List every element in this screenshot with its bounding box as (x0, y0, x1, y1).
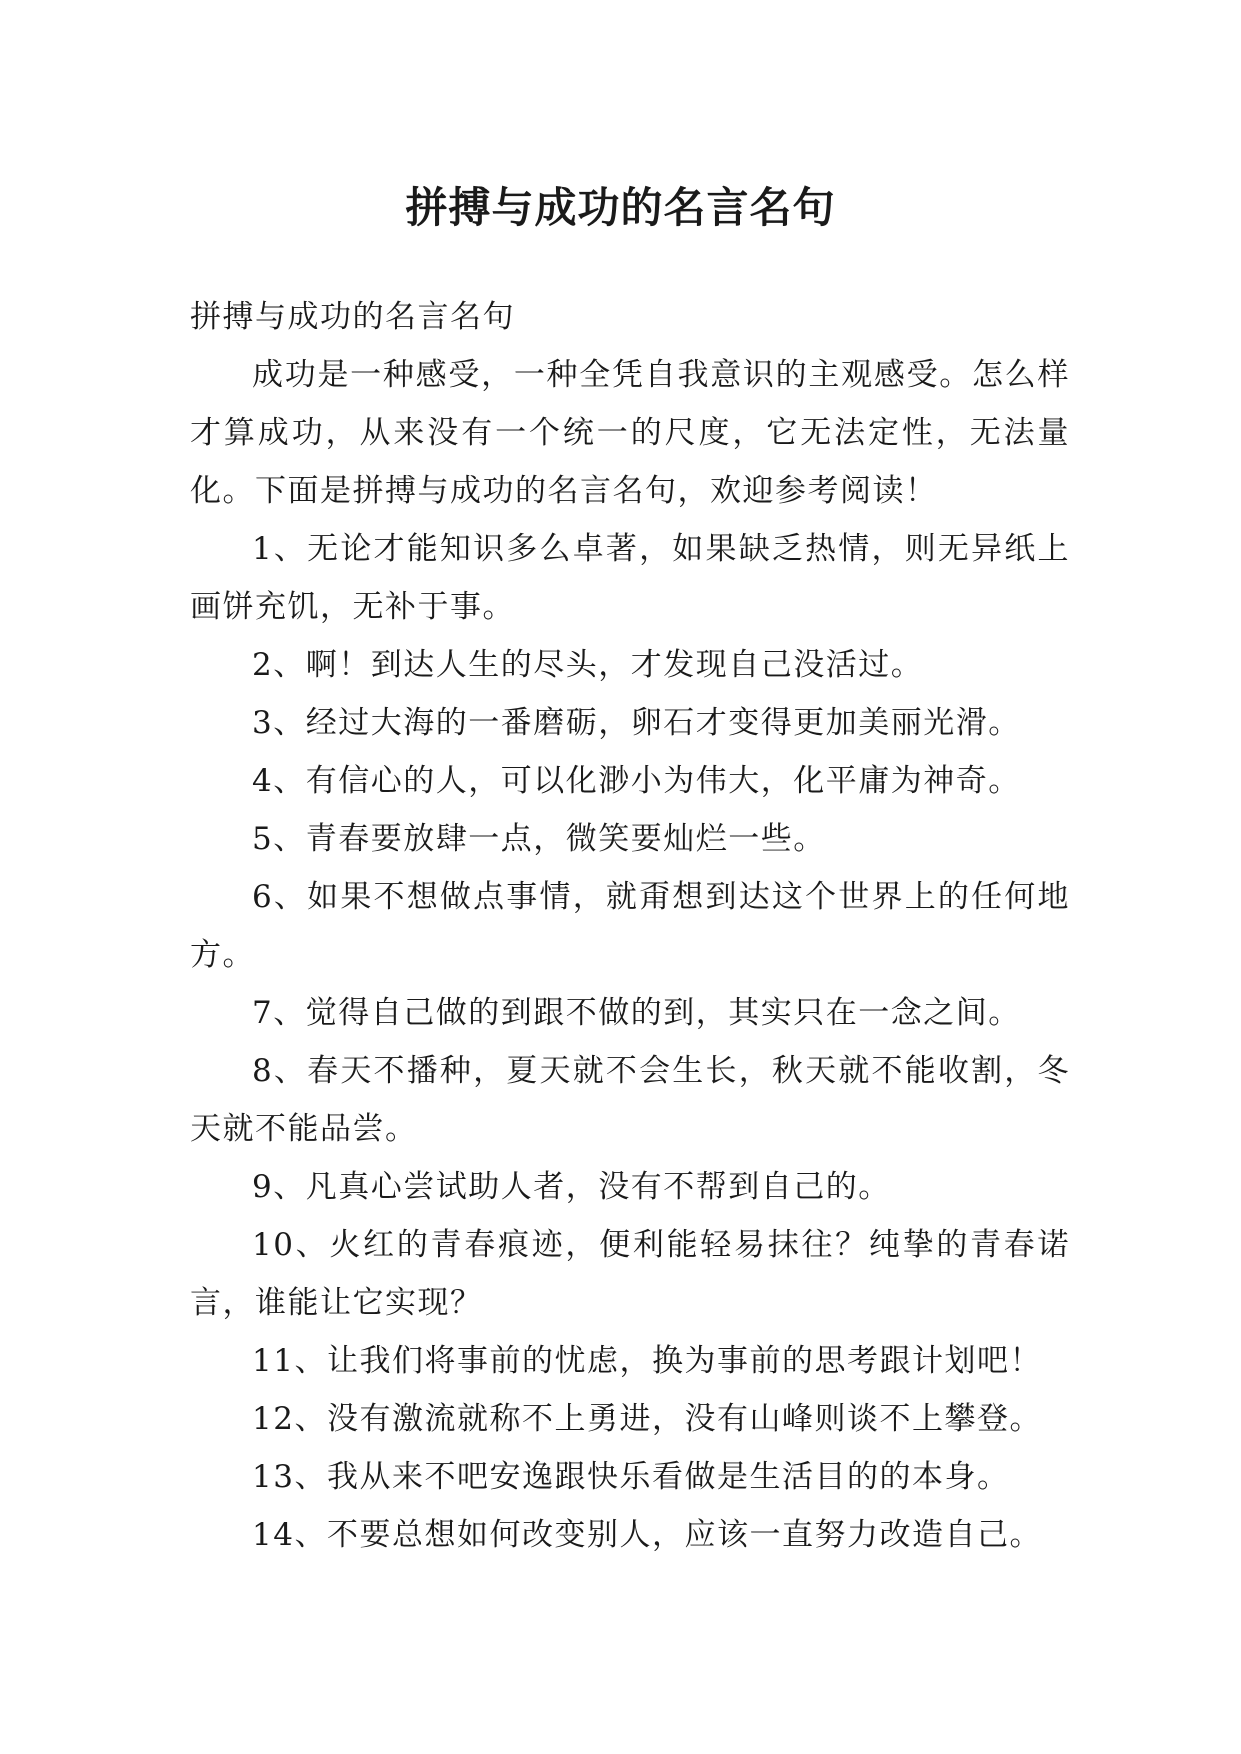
document-title: 拼搏与成功的名言名句 (405, 183, 836, 233)
quote-item: 14、不要总想如何改变别人，应该一直努力改造自己。 (252, 1517, 1042, 1553)
quote-item: 9、凡真心尝试助人者，没有不帮到自己的。 (252, 1169, 891, 1205)
quote-item: 4、有信心的人，可以化渺小为伟大，化平庸为神奇。 (252, 763, 1021, 799)
intro-paragraph: 成功是一种感受，一种全凭自我意识的主观感受。怎么样才算成功，从来没有一个统一的尺度，它无法定性，无法量化。下面是拼搏与成功的名言名句，欢迎参考阅读！ (190, 357, 1070, 509)
document-body (190, 288, 1070, 1564)
quote-item: 13、我从来不吧安逸跟快乐看做是生活目的的本身。 (252, 1459, 1010, 1495)
quote-item: 12、没有激流就称不上勇进，没有山峰则谈不上攀登。 (252, 1401, 1042, 1437)
quote-item: 1、无论才能知识多么卓著，如果缺乏热情，则无异纸上画饼充饥，无补于事。 (190, 531, 1070, 625)
quote-item: 11、让我们将事前的忧虑，换为事前的思考跟计划吧！ (252, 1343, 1042, 1379)
quote-item: 2、啊！到达人生的尽头，才发现自己没活过。 (252, 647, 924, 683)
quote-item: 3、经过大海的一番磨砺，卵石才变得更加美丽光滑。 (252, 705, 1021, 741)
quote-item: 7、觉得自己做的到跟不做的到，其实只在一念之间。 (252, 995, 1021, 1031)
quote-item: 6、如果不想做点事情，就甭想到达这个世界上的任何地方。 (190, 879, 1070, 973)
document-subtitle: 拼搏与成功的名言名句 (190, 299, 515, 335)
quote-item: 10、火红的青春痕迹，便利能轻易抹往？纯挚的青春诺言，谁能让它实现？ (190, 1227, 1070, 1321)
quote-item: 8、春天不播种，夏天就不会生长，秋天就不能收割，冬天就不能品尝。 (190, 1053, 1070, 1147)
quote-item: 5、青春要放肆一点，微笑要灿烂一些。 (252, 821, 826, 857)
